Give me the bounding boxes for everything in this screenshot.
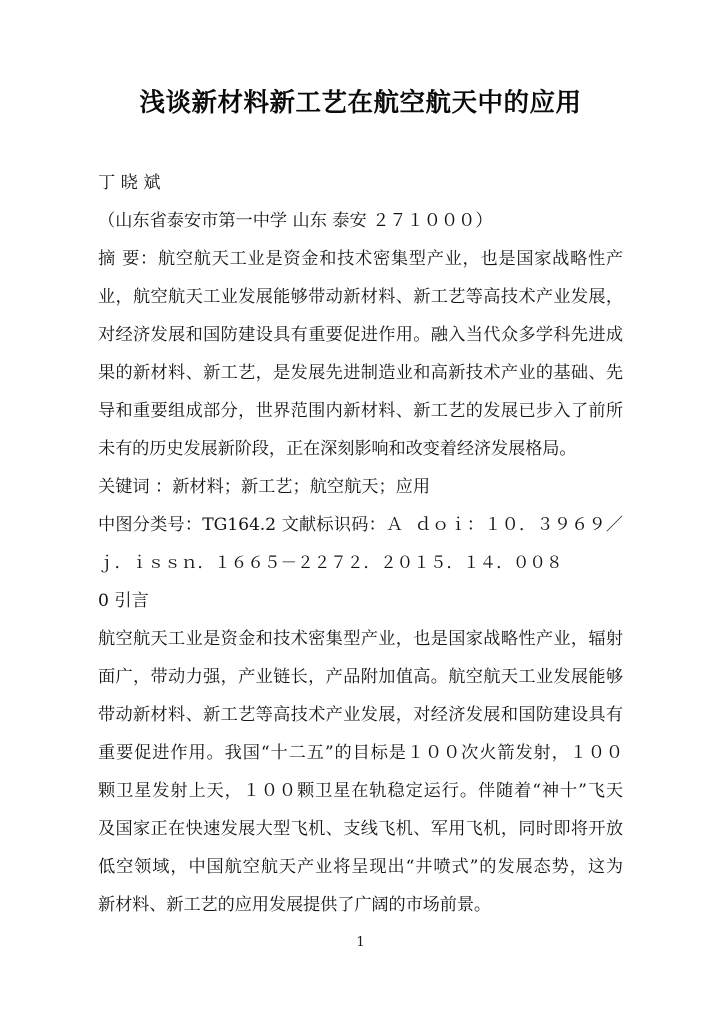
page-title: 浅谈新材料新工艺在航空航天中的应用	[139, 88, 582, 118]
body-line: 及国家正在快速发展大型飞机、支线飞机、军用飞机，同时即将开放	[98, 819, 623, 839]
body-line: 带动新材料、新工艺等高技术产业发展，对经济发展和国防建设具有	[98, 705, 623, 725]
abstract-line: 未有的历史发展新阶段，正在深刻影响和改变着经济发展格局。	[98, 439, 577, 459]
body-line: 低空领域，中国航空航天产业将呈现出“井喷式”的发展态势，这为	[98, 857, 623, 877]
body-line: 新材料、新工艺的应用发展提供了广阔的市场前景。	[98, 895, 492, 915]
body-line: 重要促进作用。我国“十二五”的目标是１００次火箭发射，１００	[98, 743, 623, 763]
author-affiliation: （山东省泰安市第一中学 山东 泰安 ２７１０００）	[98, 211, 493, 231]
body-line: 颗卫星发射上天，１００颗卫星在轨稳定运行。伴随着“神十”飞天	[98, 781, 623, 801]
body-paragraph	[98, 620, 623, 924]
abstract-line: 对经济发展和国防建设具有重要促进作用。融入当代众多学科先进成	[98, 325, 623, 345]
body-line: 面广，带动力强，产业链长，产品附加值高。航空航天工业发展能够	[98, 667, 623, 687]
doi-line: ｊ．ｉｓｓｎ．１６６５－２２７２．２０１５．１４．００８	[98, 553, 563, 572]
section-heading: 0 引言	[98, 591, 149, 611]
abstract-line: 导和重要组成部分，世界范围内新材料、新工艺的发展已步入了前所	[98, 401, 623, 421]
abstract-line: 果的新材料、新工艺，是发展先进制造业和高新技术产业的基础、先	[98, 363, 623, 383]
abstract-line: 摘 要：航空航天工业是资金和技术密集型产业，也是国家战略性产	[98, 249, 623, 269]
body-line: 航空航天工业是资金和技术密集型产业，也是国家战略性产业，辐射	[98, 629, 623, 649]
abstract-section	[98, 240, 623, 468]
page-number: 1	[356, 935, 365, 950]
author-name: 丁 晓 斌	[98, 173, 161, 193]
abstract-line: 业，航空航天工业发展能够带动新材料、新工艺等高技术产业发展，	[98, 287, 623, 307]
keywords-line: 关键词 ：新材料；新工艺；航空航天；应用	[98, 477, 431, 497]
classification-line: 中图分类号：TG164.2 文献标识码：Ａ ｄｏｉ：１０．３９６９／	[98, 515, 623, 535]
document-content	[98, 0, 623, 924]
